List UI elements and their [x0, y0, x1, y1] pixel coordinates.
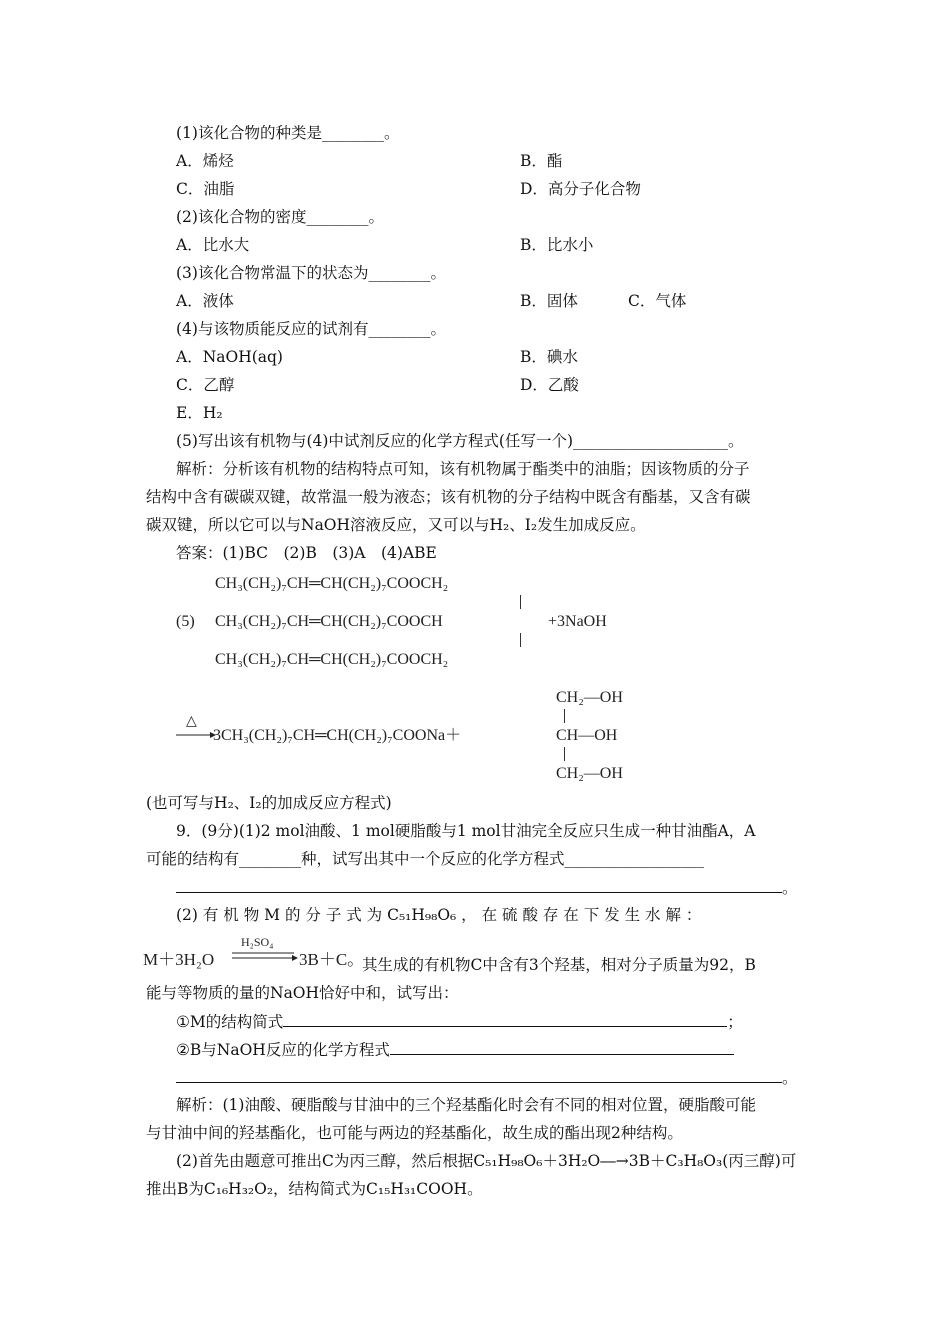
answer-line: 答案：(1)BC (2)B (3)A (4)ABE [176, 544, 437, 562]
q1-option-c: C．油脂 [176, 180, 235, 198]
q4-option-b: B．碘水 [520, 348, 578, 366]
q9-item2-label: ②B与NaOH反应的化学方程式 [176, 1041, 390, 1059]
analysis2-p1-line1: 解析：(1)油酸、硬脂酸与甘油中的三个羟基酯化时会有不同的相对位置，硬脂酸可能 [176, 1096, 756, 1114]
q1-option-a: A．烯烃 [176, 152, 234, 170]
equation-label: (5) [176, 613, 195, 630]
q9-blank [176, 877, 782, 893]
reaction-arrow [176, 730, 216, 740]
hydrolysis-left: M＋3H₂O [143, 950, 215, 969]
q9-item2-blank [390, 1039, 734, 1055]
reactant-bond-upper [520, 595, 521, 609]
q3-option-a: A．液体 [176, 292, 234, 310]
q1-stem: (1)该化合物的种类是________。 [176, 124, 400, 142]
equilibrium-arrow [232, 950, 298, 962]
q3-option-c: C．气体 [628, 292, 687, 310]
q5-stem: (5)写出该有机物与(4)中试剂反应的化学方程式(任写一个)____________________。 [176, 432, 744, 450]
q2-option-a: A．比水大 [176, 236, 250, 254]
reactant-row-1: CH₃(CH₂)₇CH═CH(CH₂)₇COOCH₂ [215, 575, 449, 592]
q9-item2 [176, 1039, 756, 1060]
q9-item1 [176, 1011, 756, 1032]
analysis2-p2-line2: 推出B为C₁₆H₃₂O₂，结构简式为C₁₅H₃₁COOH。 [146, 1180, 483, 1198]
glycerol-row-2: CH—OH [556, 727, 618, 744]
q9-part2-line1: (2) 有 机 物 M 的 分 子 式 为 C₅₁H₉₈O₆ ， 在 硫 酸 存 在 下 发 生 水 解 ： [176, 906, 702, 924]
heat-condition: △ [186, 714, 197, 729]
q2-stem: (2)该化合物的密度________。 [176, 208, 384, 226]
q4-option-a: A．NaOH(aq) [176, 348, 283, 366]
analysis1-line1: 解析：分析该有机物的结构特点可知，该有机物属于酯类中的油脂；因该物质的分子 [176, 460, 750, 478]
alternate-note: (也可写与H₂、I₂的加成反应方程式) [146, 794, 392, 812]
q3-stem: (3)该化合物常温下的状态为________。 [176, 264, 446, 282]
analysis2-p1-line2: 与甘油中间的羟基酯化，也可能与两边的羟基酯化，故生成的酯出现2种结构。 [146, 1124, 683, 1142]
q4-stem: (4)与该物质能反应的试剂有________。 [176, 320, 446, 338]
q1-options-row2 [176, 179, 676, 199]
q4-option-c: C．乙醇 [176, 376, 235, 394]
analysis2-p2-line1: (2)首先由题意可推出C为丙三醇，然后根据C₅₁H₉₈O₆＋3H₂O―→3B＋C₃H₈O₃(丙三醇)可 [176, 1152, 797, 1170]
q1-options-row1 [176, 151, 676, 171]
q9-item2-cont-blank [176, 1067, 782, 1083]
q9-item2-cont [176, 1067, 816, 1088]
q4-option-d: D．乙酸 [520, 376, 579, 394]
analysis1-line2: 结构中含有碳碳双键，故常温一般为液态；该有机物的分子结构中既含有酯基，又含有碳 [146, 488, 751, 506]
hydrolysis-condition: H₂SO₄ [241, 935, 274, 949]
reactant-row-2: CH₃(CH₂)₇CH═CH(CH₂)₇COOCH [215, 613, 443, 630]
q9-line2: 可能的结构有________种，试写出其中一个反应的化学方程式__________________ [146, 850, 705, 868]
product-sodium-salt: 3CH₃(CH₂)₇CH═CH(CH₂)₇COONa＋ [213, 727, 462, 744]
q2-option-b: B．比水小 [520, 236, 594, 254]
glycerol-bond-upper [564, 709, 565, 723]
q3-option-b: B．固体 [520, 292, 578, 310]
q9-part2-line2: 其生成的有机物C中含有3个羟基，相对分子质量为92，B [362, 956, 756, 974]
reactant-bond-lower [520, 633, 521, 647]
analysis1-line3: 碳双键，所以它可以与NaOH溶液反应，又可以与H₂、I₂发生加成反应。 [146, 516, 646, 534]
q4-option-e: E．H₂ [176, 404, 223, 422]
glycerol-bond-lower [564, 747, 565, 761]
q1-option-b: B．酯 [520, 152, 563, 170]
q3-options [176, 291, 687, 311]
q9-answer-line [176, 877, 816, 898]
q9-item1-blank [283, 1011, 727, 1027]
q9-line1: 9．(9分)(1)2 mol油酸、1 mol硬脂酸与1 mol甘油完全反应只生成一种甘油酯A，A [176, 822, 756, 840]
glycerol-row-1: CH₂—OH [556, 689, 623, 706]
q4-options-row1 [176, 347, 676, 367]
q9-item2-cont-end: 。 [782, 1069, 798, 1087]
q4-options-row2 [176, 375, 676, 395]
reactant-row-3: CH₃(CH₂)₇CH═CH(CH₂)₇COOCH₂ [215, 651, 449, 668]
q9-part2-line3: 能与等物质的量的NaOH恰好中和，试写出： [146, 984, 459, 1002]
q1-option-d: D．高分子化合物 [520, 180, 641, 198]
plus-naoh: +3NaOH [548, 613, 607, 630]
q9-item1-end: ； [727, 1013, 743, 1031]
q9-line3-end: 。 [782, 879, 798, 897]
hydrolysis-right: 3B＋C。 [299, 950, 365, 969]
glycerol-row-3: CH₂—OH [556, 765, 623, 782]
q2-options [176, 235, 676, 255]
q9-item1-label: ①M的结构简式 [176, 1013, 284, 1031]
